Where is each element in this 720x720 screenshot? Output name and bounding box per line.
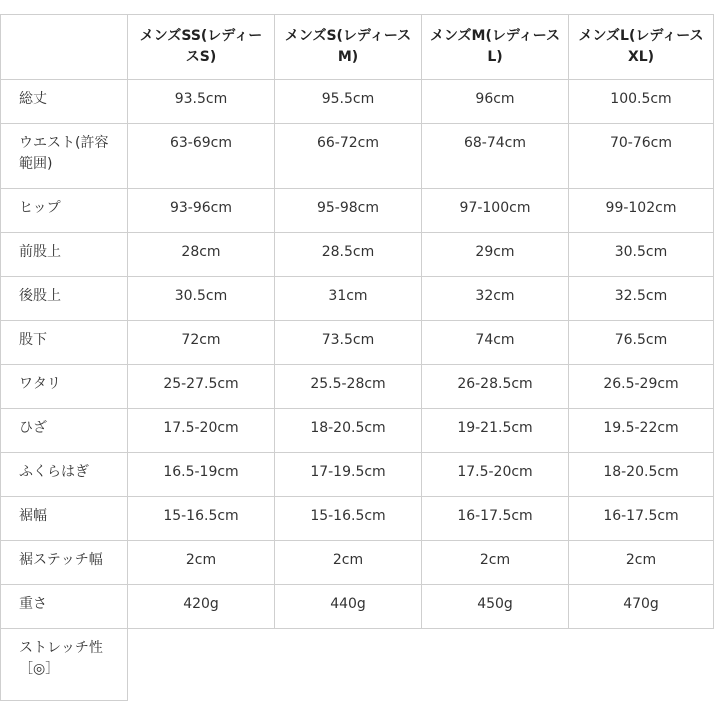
table-row [1, 585, 714, 629]
table-cell: 16-17.5cm [422, 497, 569, 541]
row-label: 裾幅 [1, 497, 128, 541]
empty-cell [128, 629, 714, 701]
table-cell: 28.5cm [275, 233, 422, 277]
table-cell: 18-20.5cm [569, 453, 714, 497]
column-header-mens-s: メンズS(レディースM) [275, 15, 422, 80]
row-label: 裾ステッチ幅 [1, 541, 128, 585]
table-cell: 17.5-20cm [128, 409, 275, 453]
column-header-mens-m: メンズM(レディースL) [422, 15, 569, 80]
row-label: 重さ [1, 585, 128, 629]
table-cell: 72cm [128, 321, 275, 365]
table-cell: 99-102cm [569, 189, 714, 233]
table-cell: 93-96cm [128, 189, 275, 233]
table-cell: 76.5cm [569, 321, 714, 365]
table-cell: 2cm [422, 541, 569, 585]
row-label: 総丈 [1, 80, 128, 124]
corner-cell [1, 15, 128, 80]
row-label: 股下 [1, 321, 128, 365]
table-cell: 16-17.5cm [569, 497, 714, 541]
table-row [1, 80, 714, 124]
row-label: ヒップ [1, 189, 128, 233]
table-cell: 30.5cm [128, 277, 275, 321]
table-cell: 97-100cm [422, 189, 569, 233]
table-cell: 26-28.5cm [422, 365, 569, 409]
row-label: 後股上 [1, 277, 128, 321]
table-cell: 26.5-29cm [569, 365, 714, 409]
column-header-mens-l: メンズL(レディースXL) [569, 15, 714, 80]
header-row [1, 15, 714, 80]
table-row [1, 233, 714, 277]
table-row [1, 124, 714, 189]
row-label: ストレッチ性［◎］ [1, 629, 128, 701]
table-cell: 17.5-20cm [422, 453, 569, 497]
table-cell: 30.5cm [569, 233, 714, 277]
table-cell: 15-16.5cm [275, 497, 422, 541]
table-cell: 420g [128, 585, 275, 629]
table-cell: 16.5-19cm [128, 453, 275, 497]
table-cell: 2cm [128, 541, 275, 585]
table-cell: 96cm [422, 80, 569, 124]
size-chart-table [0, 14, 714, 701]
table-cell: 25-27.5cm [128, 365, 275, 409]
table-row [1, 453, 714, 497]
table-cell: 95.5cm [275, 80, 422, 124]
row-label: ひざ [1, 409, 128, 453]
table-row [1, 365, 714, 409]
table-cell: 68-74cm [422, 124, 569, 189]
table-row [1, 409, 714, 453]
row-label: 前股上 [1, 233, 128, 277]
table-row [1, 189, 714, 233]
table-row [1, 321, 714, 365]
row-label: ふくらはぎ [1, 453, 128, 497]
table-cell: 470g [569, 585, 714, 629]
table-cell: 19-21.5cm [422, 409, 569, 453]
table-cell: 66-72cm [275, 124, 422, 189]
table-cell: 17-19.5cm [275, 453, 422, 497]
table-cell: 32cm [422, 277, 569, 321]
table-cell: 2cm [569, 541, 714, 585]
table-cell: 70-76cm [569, 124, 714, 189]
table-cell: 450g [422, 585, 569, 629]
table-cell: 63-69cm [128, 124, 275, 189]
table-cell: 74cm [422, 321, 569, 365]
table-cell: 93.5cm [128, 80, 275, 124]
table-cell: 29cm [422, 233, 569, 277]
table-cell: 95-98cm [275, 189, 422, 233]
row-label: ワタリ [1, 365, 128, 409]
table-cell: 31cm [275, 277, 422, 321]
table-cell: 15-16.5cm [128, 497, 275, 541]
column-header-mens-ss: メンズSS(レディースS) [128, 15, 275, 80]
table-row [1, 629, 714, 701]
table-cell: 32.5cm [569, 277, 714, 321]
table-cell: 440g [275, 585, 422, 629]
table-cell: 100.5cm [569, 80, 714, 124]
table-cell: 73.5cm [275, 321, 422, 365]
table-row [1, 277, 714, 321]
table-cell: 2cm [275, 541, 422, 585]
table-row [1, 497, 714, 541]
row-label: ウエスト(許容範囲) [1, 124, 128, 189]
table-cell: 19.5-22cm [569, 409, 714, 453]
table-cell: 18-20.5cm [275, 409, 422, 453]
table-cell: 25.5-28cm [275, 365, 422, 409]
table-row [1, 541, 714, 585]
table-cell: 28cm [128, 233, 275, 277]
